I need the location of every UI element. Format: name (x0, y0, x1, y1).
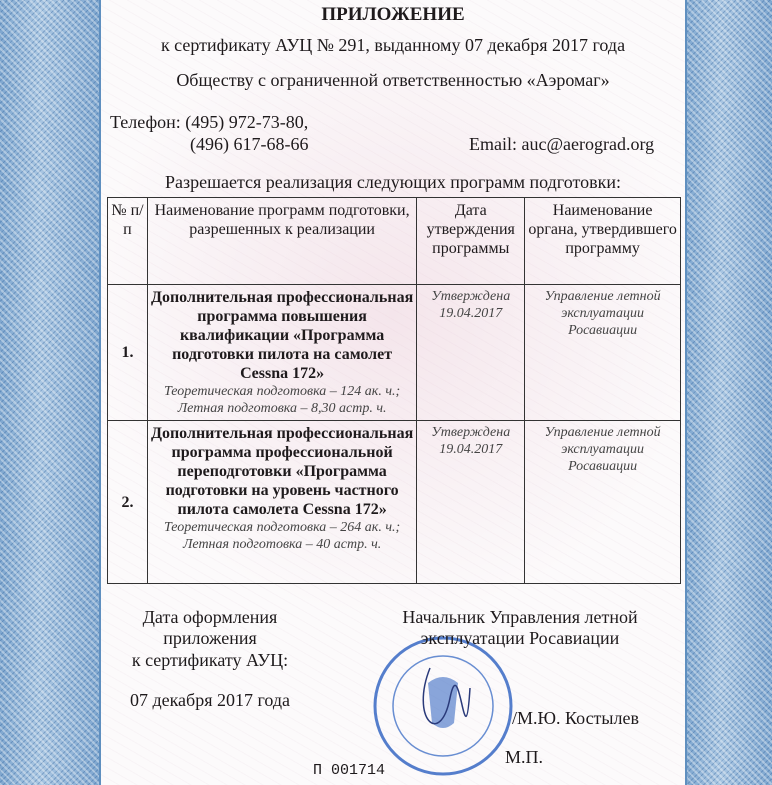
column-header: Дата утверждения программы (417, 198, 525, 285)
approval-date: Утверждена 19.04.2017 (417, 421, 525, 584)
organization-name: Обществу с ограниченной ответственностью «Аэромаг» (176, 70, 610, 90)
phone-2: (496) 617-68-66 (190, 134, 309, 154)
issue-label-2: приложения (163, 628, 257, 648)
issue-label-1: Дата оформления (142, 607, 278, 627)
issue-label-3: к сертификату АУЦ: (131, 650, 289, 670)
email-label: Email: (469, 134, 517, 154)
table-header-row (108, 198, 681, 285)
program-cell (147, 285, 416, 421)
issue-date: 07 декабря 2017 года (129, 690, 291, 710)
coat-of-arms-icon (428, 677, 458, 728)
flight-hours: Летная подготовка – 40 астр. ч. (182, 537, 382, 552)
right-guilloche-border (686, 0, 772, 785)
seal-place: М.П. (505, 747, 544, 767)
left-guilloche-border (0, 0, 100, 785)
official-stamp (370, 628, 520, 785)
email-row (469, 134, 654, 155)
column-header: Наименование программ подготовки, разрешенных к реализации (147, 198, 416, 285)
border-line (99, 0, 101, 785)
document-title: ПРИЛОЖЕНИЕ (321, 4, 465, 25)
table-row (108, 285, 681, 421)
theory-hours: Теоретическая подготовка – 124 ак. ч.; (163, 384, 401, 399)
signer-title-2: эксплуатации Росавиации (420, 628, 620, 648)
column-header: Наименование органа, утвердившего программу (525, 198, 681, 285)
column-header: № п/п (108, 198, 148, 285)
signer-name: /М.Ю. Костылев (512, 708, 639, 728)
table-row (108, 421, 681, 584)
border-line (685, 0, 687, 785)
phone-1: Телефон: (495) 972-73-80, (110, 112, 309, 132)
signer-title-1: Начальник Управления летной (402, 607, 638, 627)
serial-number: П 001714 (313, 762, 386, 779)
programs-heading: Разрешается реализация следующих программ подготовки: (165, 172, 621, 192)
program-cell (147, 421, 416, 584)
program-name: Дополнительная профессиональная программа профессиональной переподготовки «Программа подготовки на уровень частного пилота самолета Cessna 172» (150, 425, 414, 518)
approving-authority: Управление летной эксплуатации Росавиации (525, 421, 681, 584)
theory-hours: Теоретическая подготовка – 264 ак. ч.; (163, 520, 401, 535)
programs-table (107, 197, 681, 584)
approving-authority: Управление летной эксплуатации Росавиации (525, 285, 681, 421)
program-name: Дополнительная профессиональная программа повышения квалификации «Программа подготовки пилота на самолет Cessna 172» (150, 289, 414, 382)
approval-date: Утверждена 19.04.2017 (417, 285, 525, 421)
email-link[interactable]: auc@aerograd.org (521, 134, 655, 154)
row-number: 1. (108, 285, 148, 421)
flight-hours: Летная подготовка – 8,30 астр. ч. (177, 401, 387, 416)
document-subtitle: к сертификату АУЦ № 291, выданному 07 декабря 2017 года (160, 35, 626, 55)
row-number: 2. (108, 421, 148, 584)
